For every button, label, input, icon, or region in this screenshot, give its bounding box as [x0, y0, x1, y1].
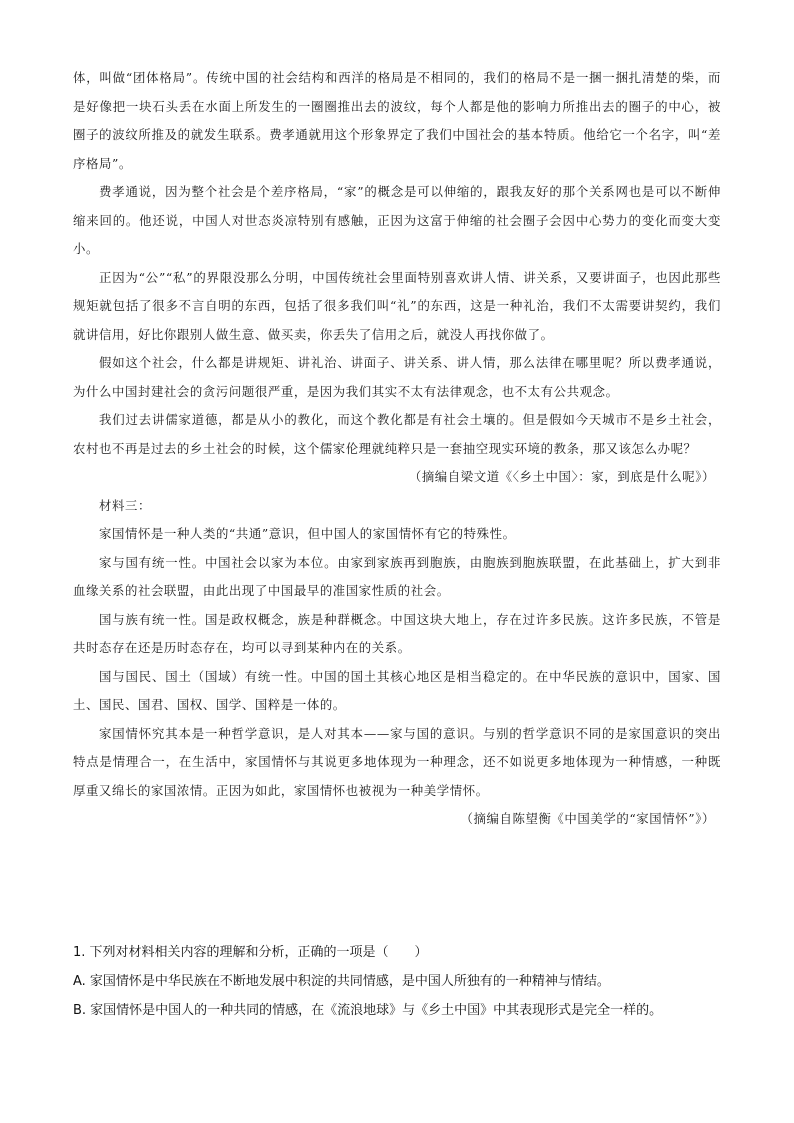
material3-paragraph-4: 国与国民、国土（国域）有统一性。中国的国土其核心地区是相当稳定的。在中华民族的意识中，国家、国土、国民、国君、国权、国学、国粹是一体的。 — [73, 668, 721, 712]
material2-paragraph-4: 假如这个社会，什么都是讲规矩、讲礼治、讲面子、讲关系、讲人情，那么法律在哪里呢？所以费孝通说，为什么中国封建社会的贪污问题很严重，是因为我们其实不太有法律观念，也不太有公共观念。 — [73, 355, 721, 399]
material3-paragraph-1: 家国情怀是一种人类的“共通”意识，但中国人的家国情怀有它的特殊性。 — [99, 526, 516, 541]
reading-material — [73, 64, 721, 834]
material3-paragraph-2: 家与国有统一性。中国社会以家为本位。由家到家族再到胞族，由胞族到胞族联盟，在此基础上，扩大到非血缘关系的社会联盟，由此出现了中国最早的准国家性质的社会。 — [73, 554, 721, 598]
material2-source: （摘编自梁文道《〈乡土中国〉：家，到底是什么呢》） — [408, 469, 715, 484]
material3-source: （摘编自陈望衡《中国美学的“家国情怀”》） — [460, 811, 715, 826]
question-1-stem: 1. 下列对材料相关内容的理解和分析，正确的一项是（ ） — [73, 945, 428, 960]
material3-paragraph-3: 国与族有统一性。国是政权概念，族是种群概念。中国这块大地上，存在过许多民族。这许多民族，不管是共时态存在还是历时态存在，均可以寻到某种内在的关系。 — [73, 611, 721, 655]
material2-paragraph-2: 费孝通说，因为整个社会是个差序格局，“家”的概念是可以伸缩的，跟我友好的那个关系网也是可以不断伸缩来回的。他还说，中国人对世态炎凉特别有感触，正因为这富于伸缩的社会圈子会因中心势力的变化而变大变小。 — [73, 184, 721, 256]
material2-paragraph-1: 体，叫做“团体格局”。传统中国的社会结构和西洋的格局是不相同的，我们的格局不是一捆一捆扎清楚的柴，而是好像把一块石头丢在水面上所发生的一圈圈推出去的波纹，每个人都是他的影响力所推出去的圈子的中心，被圈子的波纹所推及的就发生联系。费孝通就用这个形象界定了我们中国社会的基本特质。他给它一个名字，叫“差序格局”。 — [73, 70, 721, 171]
material3-heading: 材料三： — [99, 497, 151, 513]
material2-paragraph-5: 我们过去讲儒家道德，都是从小的教化，而这个教化都是有社会土壤的。但是假如今天城市不是乡土社会，农村也不再是过去的乡土社会的时候，这个儒家伦理就纯粹只是一套抽空现实环境的教条，那又该怎么办呢？ — [73, 412, 721, 456]
question-section — [73, 938, 733, 1025]
question-1-option-b: B. 家国情怀是中国人的一种共同的情感，在《流浪地球》与《乡土中国》中其表现形式是完全一样的。 — [73, 1003, 663, 1018]
material2-paragraph-3: 正因为“公”“私”的界限没那么分明，中国传统社会里面特别喜欢讲人情、讲关系，又要讲面子，也因此那些规矩就包括了很多不言自明的东西，包括了很多我们叫“礼”的东西，这是一种礼治，我们不太需要讲契约，我们就讲信用，好比你跟别人做生意、做买卖，你丢失了信用之后，就没人再找你做了。 — [73, 269, 721, 342]
material3-paragraph-5: 家国情怀究其本是一种哲学意识，是人对其本——家与国的意识。与别的哲学意识不同的是家国意识的突出特点是情理合一，在生活中，家国情怀与其说更多地体现为一种理念，还不如说更多地体现为一种情感，一种既厚重又绵长的家国浓情。正因为如此，家国情怀也被视为一种美学情怀。 — [73, 725, 721, 798]
question-1-option-a: A. 家国情怀是中华民族在不断地发展中积淀的共同情感，是中国人所独有的一种精神与情结。 — [73, 974, 610, 989]
